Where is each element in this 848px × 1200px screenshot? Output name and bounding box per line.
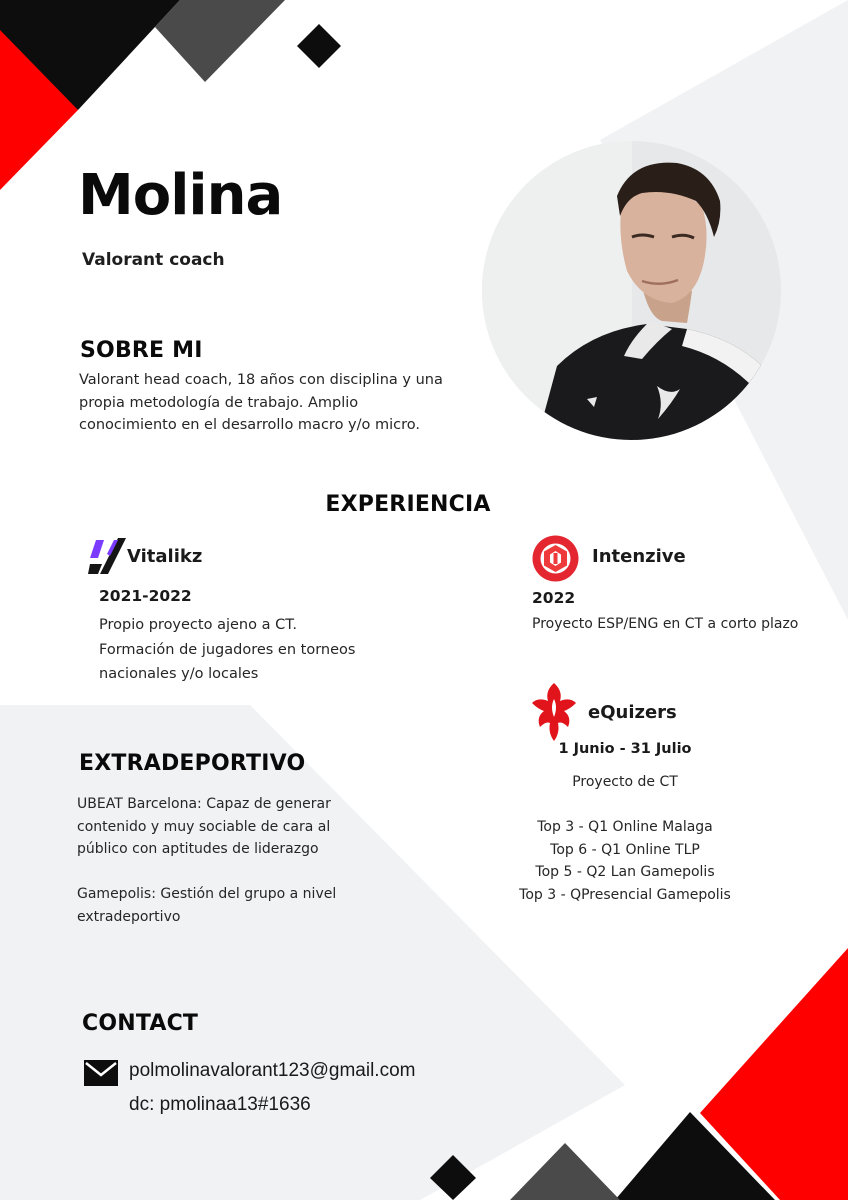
about-heading: SOBRE MI <box>80 338 203 363</box>
extra-line: UBEAT Barcelona: Capaz de generar <box>77 796 331 812</box>
extra-ubeat-text <box>77 793 331 861</box>
vitalikz-description <box>99 613 355 687</box>
intenzive-description: Proyecto ESP/ENG en CT a corto plazo <box>532 616 799 632</box>
result-item: Top 5 - Q2 Lan Gamepolis <box>535 864 715 880</box>
extra-line: extradeportivo <box>77 908 181 925</box>
intenzive-logo-icon <box>532 535 579 582</box>
vitalikz-company: Vitalikz <box>127 546 203 567</box>
vitalikz-line: Formación de jugadores en torneos <box>99 641 356 658</box>
extra-line: contenido y muy sociable de cara al <box>77 818 331 835</box>
extra-gamepolis-text <box>77 883 336 928</box>
contact-heading: CONTACT <box>82 1011 199 1036</box>
equizers-dates: 1 Junio - 31 Julio <box>558 741 692 757</box>
intenzive-company: Intenzive <box>592 546 686 567</box>
about-line: conocimiento en el desarrollo macro y/o micro. <box>79 417 420 433</box>
equizers-logo-icon <box>530 681 578 743</box>
about-text <box>79 369 443 437</box>
small-diamond-top <box>297 24 341 68</box>
extra-heading: EXTRADEPORTIVO <box>79 751 306 776</box>
result-item: Top 6 - Q1 Online TLP <box>550 841 700 858</box>
job-title: Valorant coach <box>82 250 225 270</box>
equizers-project: Proyecto de CT <box>572 774 678 790</box>
profile-photo <box>482 141 781 440</box>
about-line: Valorant head coach, 18 años con disciplina y una <box>79 372 443 388</box>
result-item: Top 3 - QPresencial Gamepolis <box>519 886 731 903</box>
contact-discord: dc: pmolinaa13#1636 <box>129 1094 311 1115</box>
gray-square-bottom <box>510 1143 620 1200</box>
equizers-company: eQuizers <box>588 702 677 723</box>
bg-panel-right-top <box>600 0 848 140</box>
vitalikz-logo-icon <box>88 536 128 576</box>
about-line: propia metodología de trabajo. Amplio <box>79 394 359 411</box>
page-title: Molina <box>78 163 283 228</box>
experience-heading: EXPERIENCIA <box>325 492 491 517</box>
vitalikz-line: nacionales y/o locales <box>99 666 259 682</box>
extra-line: Gamepolis: Gestión del grupo a nivel <box>77 886 337 902</box>
result-item: Top 3 - Q1 Online Malaga <box>537 819 713 835</box>
vitalikz-line: Propio proyecto ajeno a CT. <box>99 617 297 633</box>
portrait-illustration <box>482 141 781 440</box>
extra-line: público con aptitudes de liderazgo <box>77 841 319 857</box>
equizers-results <box>505 816 745 906</box>
envelope-icon <box>84 1060 118 1086</box>
contact-email[interactable]: polmolinavalorant123@gmail.com <box>129 1060 416 1081</box>
vitalikz-years: 2021-2022 <box>99 587 192 605</box>
intenzive-years: 2022 <box>532 589 576 607</box>
gray-square-top <box>155 0 285 82</box>
